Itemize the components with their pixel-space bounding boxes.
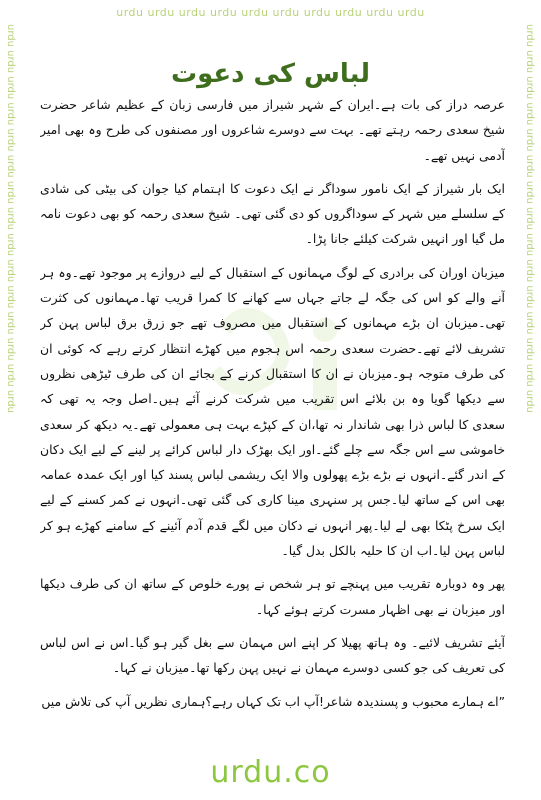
- decorative-border-top: urdu urdu urdu urdu urdu urdu urdu urdu urdu urdu: [116, 6, 425, 19]
- paragraph: ”اے ہمارے محبوب و پسندیدہ شاعر!آپ اب تک کہاں رہے؟ہماری نظریں آپ کی تلاش میں: [41, 693, 505, 709]
- paragraph: پھر وہ دوبارہ تقریب میں پہنچے تو ہر شخص نے پورے خلوص کے ساتھ ان کی طرف دیکھا اور میزبان نے بھی اظہار مسرت کرتے ہوئے کہا۔: [40, 576, 505, 617]
- paragraph: ایک بار شیراز کے ایک نامور سوداگر نے ایک دعوت کا اہتمام کیا جوان کی بیٹی کی شادی کے سلسلے میں شہر کے سوداگروں کو دی گئی تھی۔ شیخ سعدی رحمہ کو بھی دعوت نامہ مل گیا اور انہیں شرکت کیلئے جانا پڑا۔: [40, 180, 505, 247]
- page-title: لباس کی دعوت: [170, 59, 371, 90]
- article-body: [40, 92, 505, 732]
- paragraph: آیئے تشریف لائیے۔ وہ ہاتھ پھیلا کر اپنے اس مہمان سے بغل گیر ہو گیا۔اس نے اس لباس کی تعریف کی جو کسی دوسرے مہمان نے نہیں پہن رکھا تھا۔میزبان نے کہا۔: [40, 634, 505, 676]
- paragraph: عرصہ دراز کی بات ہے۔ایران کے شہر شیراز میں فارسی زبان کے عظیم شاعر حضرت شیخ سعدی رحمہ رہتے تھے۔ بہت سے دوسرے شاعروں اور مصنفوں کی طرح وہ بھی امیر آدمی نہیں تھے۔: [40, 97, 505, 163]
- decorative-border-right: urdu urdu urdu urdu urdu urdu urdu urdu urdu urdu urdu urdu urdu urdu urdu: [524, 24, 535, 413]
- decorative-border-left: urdu urdu urdu urdu urdu urdu urdu urdu urdu urdu urdu urdu urdu urdu urdu: [5, 24, 16, 413]
- site-logo-text[interactable]: urdu.co: [210, 755, 331, 790]
- paragraph: میزبان اوران کی برادری کے لوگ مہمانوں کے استقبال کے لیے دروازے پر موجود تھے۔وہ ہر آنے والے کو اس کی جگہ لے جاتے جہاں سے کھانے کا کمرا قریب تھا۔مہمانوں کی کثرت تھی۔میزبان ان بڑے مہمانوں کے استقبال میں مصروف تھے جو زرق برق لباس پہن کر تشریف لائے تھے۔حضرت سعدی رحمہ اس ہجوم میں کھڑے انتظار کرتے رہے کہ کوئی ان کی طرف متوجہ ہو۔میزبان نے ان کا استقبال کرنے کے بجائے ان کی طرف ٹیڑھی نظروں سے دیکھا گویا وہ بن بلائے اس تقریب میں شرکت کرنے آئے ہیں۔اصل وجہ یہ تھی کہ سعدی کا لباس ذرا بھی شاندار نہ تھا،ان کے کپڑے بہت ہی معمولی تھے۔یہ دیکھ کر سعدی خاموشی سے اس جگہ سے چلے گئے۔اور ایک بھڑک دار لباس کرائے پر لینے کے لیے ایک دکان کے اندر گئے۔انہوں نے بڑے بڑے پھولوں والا ایک ریشمی لباس پسند کیا اور ایک عمدہ عمامہ بھی اس کے ساتھ لیا۔جس پر سنہری مینا کاری کی گئی تھی۔انہوں نے کمر کسنے کے لیے ایک سرخ پٹکا بھی لے لیا۔پھر انہوں نے دکان میں لگے قدم آدم آئینے کے سامنے کھڑے ہو کر لباس پہن لیا۔اب ان کا حلیہ بالکل بدل گیا۔: [40, 264, 505, 559]
